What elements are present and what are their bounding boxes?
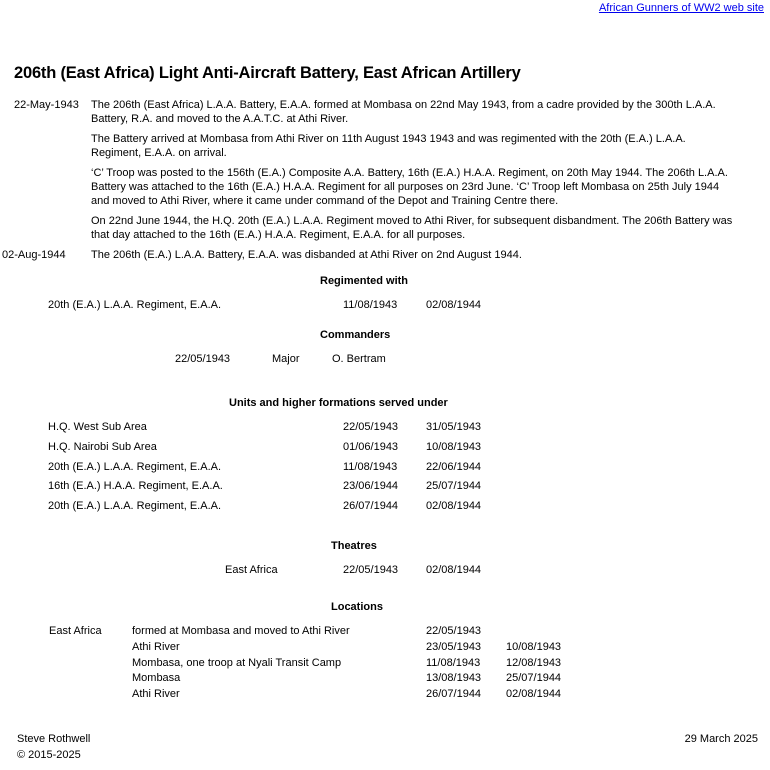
location-place: Mombasa — [132, 672, 181, 684]
site-home-link[interactable]: African Gunners of WW2 web site — [598, 2, 764, 14]
commander-date: 22/05/1943 — [175, 353, 231, 365]
page-title: 206th (East Africa) Light Anti-Aircraft Battery, East African Artillery — [14, 64, 521, 82]
theatres-heading: Theatres — [331, 540, 377, 552]
formation-to: 25/07/1944 — [426, 480, 482, 492]
formation-from: 23/06/1944 — [343, 480, 399, 492]
footer-author: Steve Rothwell — [17, 733, 91, 745]
locations-heading: Locations — [331, 601, 383, 613]
regimented-unit: 20th (E.A.) L.A.A. Regiment, E.A.A. — [48, 299, 222, 311]
location-to: 10/08/1943 — [506, 641, 562, 653]
location-to: 12/08/1943 — [506, 657, 562, 669]
formations-heading: Units and higher formations served under — [229, 397, 448, 409]
location-place: Mombasa, one troop at Nyali Transit Camp — [132, 657, 342, 669]
formation-unit: 20th (E.A.) L.A.A. Regiment, E.A.A. — [48, 500, 222, 512]
history-entry — [2, 248, 734, 268]
location-region: East Africa — [49, 625, 102, 637]
history-paragraph: The 206th (East Africa) L.A.A. Battery, E.A.A. formed at Mombasa on 22nd May 1943, from a cadre provided by the 300th L.A.A. Battery, R.A. and moved to the A.A.T.C. at Athi River. — [91, 99, 716, 125]
formation-unit: 16th (E.A.) H.A.A. Regiment, E.A.A. — [48, 480, 223, 492]
history-paragraph: The Battery arrived at Mombasa from Athi River on 11th August 1943 1943 and was regimented with the 20th (E.A.) L.A.A. Regiment, E.A.A. on arrival. — [91, 133, 686, 159]
location-from: 22/05/1943 — [426, 625, 482, 637]
location-place: Athi River — [132, 641, 180, 653]
location-from: 11/08/1943 — [426, 657, 481, 669]
formation-from: 26/07/1944 — [343, 500, 399, 512]
history-entry — [14, 98, 734, 248]
footer-copyright: © 2015-2025 — [17, 749, 81, 761]
formation-from: 11/08/1943 — [343, 461, 398, 473]
history-paragraph: On 22nd June 1944, the H.Q. 20th (E.A.) L.A.A. Regiment moved to Athi River, for subsequent disbandment. The 206th Battery was that day attached to the 16th (E.A.) H.A.A. Regiment, E.A.A. for all purposes. — [91, 215, 733, 241]
theatre-to: 02/08/1944 — [426, 564, 482, 576]
commander-rank: Major — [272, 353, 300, 365]
history-paragraph: The 206th (E.A.) L.A.A. Battery, E.A.A. was disbanded at Athi River on 2nd August 1944. — [91, 249, 522, 261]
location-to: 02/08/1944 — [506, 688, 562, 700]
footer-updated-date: 29 March 2025 — [684, 733, 758, 745]
regimented-heading: Regimented with — [320, 275, 409, 287]
formation-from: 01/06/1943 — [343, 441, 399, 453]
theatre-from: 22/05/1943 — [343, 564, 399, 576]
location-from: 23/05/1943 — [426, 641, 482, 653]
location-from: 13/08/1943 — [426, 672, 482, 684]
commanders-heading: Commanders — [320, 329, 391, 341]
formation-from: 22/05/1943 — [343, 421, 399, 433]
formation-unit: 20th (E.A.) L.A.A. Regiment, E.A.A. — [48, 461, 222, 473]
location-place: formed at Mombasa and moved to Athi River — [132, 625, 350, 637]
history-date: 02-Aug-1944 — [2, 249, 66, 261]
location-to: 25/07/1944 — [506, 672, 562, 684]
formation-to: 02/08/1944 — [426, 500, 482, 512]
history-date: 22-May-1943 — [14, 99, 79, 111]
formation-unit: H.Q. West Sub Area — [48, 421, 147, 433]
commander-name: O. Bertram — [332, 353, 386, 365]
regimented-from: 11/08/1943 — [343, 299, 398, 311]
history-section — [2, 98, 734, 268]
history-paragraph: ‘C’ Troop was posted to the 156th (E.A.) Composite A.A. Battery, 16th (E.A.) H.A.A. Regiment, on 20th May 1944. The 206th L.A.A. Battery was attached to the 16th (E.A.) H.A.A. Regiment for all purposes on 23rd June. ‘C’ Troop left Mombasa on 25th July 1944 and moved to Athi River, where it came under command of the Depot and Training Centre there. — [91, 167, 728, 207]
theatre-name: East Africa — [225, 564, 278, 576]
formation-unit: H.Q. Nairobi Sub Area — [48, 441, 157, 453]
location-from: 26/07/1944 — [426, 688, 482, 700]
regimented-to: 02/08/1944 — [426, 299, 482, 311]
location-place: Athi River — [132, 688, 180, 700]
formation-to: 31/05/1943 — [426, 421, 482, 433]
formation-to: 22/06/1944 — [426, 461, 482, 473]
formation-to: 10/08/1943 — [426, 441, 482, 453]
